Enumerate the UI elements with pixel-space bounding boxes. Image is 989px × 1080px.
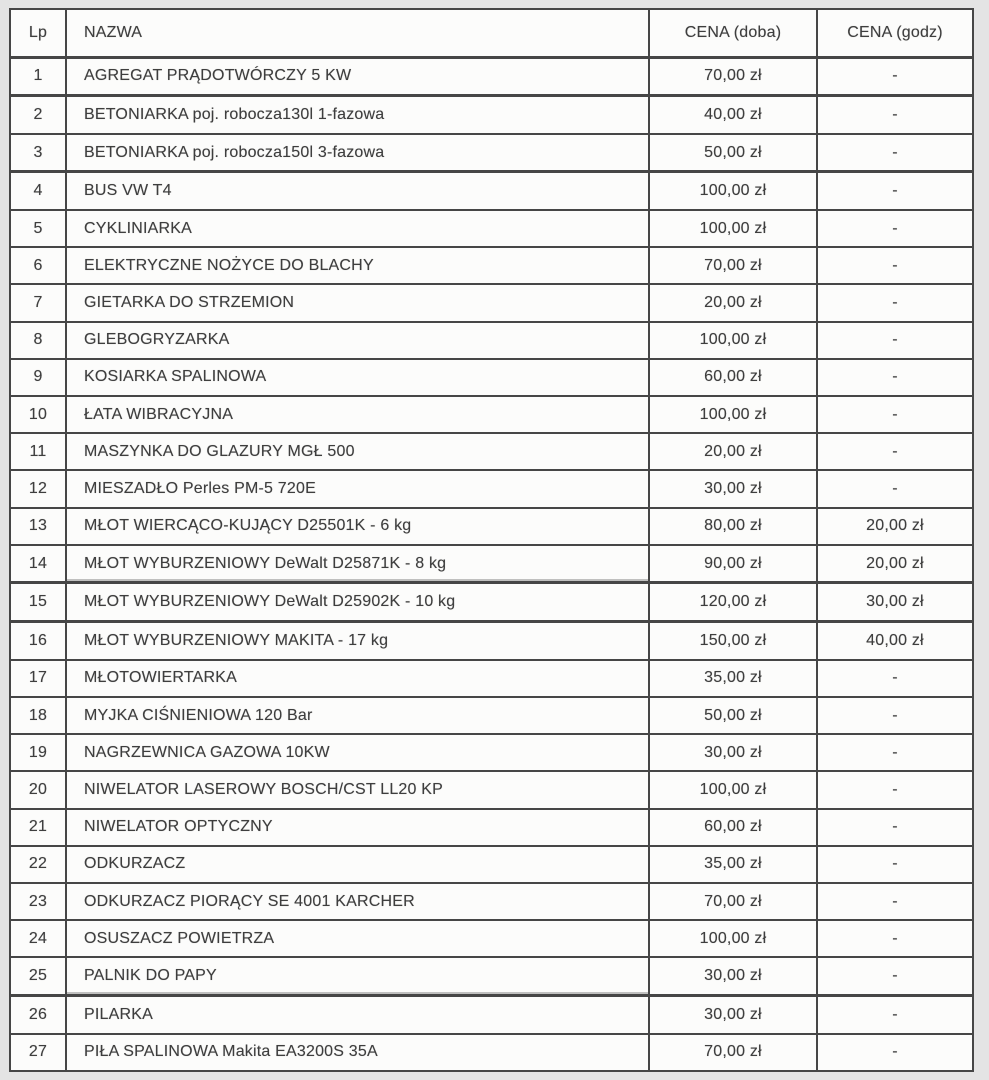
price-day-cell: 70,00 zł [649, 1034, 817, 1071]
price-hour-cell: 20,00 zł [817, 508, 973, 545]
table-row [10, 996, 973, 1034]
price-day-cell: 50,00 zł [649, 134, 817, 172]
price-hour-cell: 30,00 zł [817, 583, 973, 622]
row-number-cell: 22 [10, 846, 66, 883]
row-number-cell: 2 [10, 96, 66, 134]
item-name-cell: PIŁA SPALINOWA Makita EA3200S 35A [66, 1034, 649, 1071]
row-number-cell: 10 [10, 396, 66, 433]
row-number-cell: 16 [10, 622, 66, 660]
price-day-cell: 20,00 zł [649, 284, 817, 321]
price-hour-cell: - [817, 284, 973, 321]
price-hour-cell: - [817, 1034, 973, 1071]
price-day-cell: 120,00 zł [649, 583, 817, 622]
price-day-cell: 30,00 zł [649, 996, 817, 1034]
table-row [10, 396, 973, 433]
price-day-cell: 40,00 zł [649, 96, 817, 134]
price-hour-cell: - [817, 210, 973, 247]
row-number-cell: 20 [10, 771, 66, 808]
price-day-cell: 20,00 zł [649, 433, 817, 470]
price-hour-cell: - [817, 57, 973, 96]
price-hour-cell: - [817, 920, 973, 957]
table-row [10, 734, 973, 771]
header-row [10, 9, 973, 57]
price-day-cell: 70,00 zł [649, 883, 817, 920]
item-name-cell: AGREGAT PRĄDOTWÓRCZY 5 KW [66, 57, 649, 96]
table-row [10, 771, 973, 808]
table-row [10, 359, 973, 396]
table-row [10, 957, 973, 995]
row-number-cell: 5 [10, 210, 66, 247]
price-day-cell: 80,00 zł [649, 508, 817, 545]
table-row [10, 210, 973, 247]
column-header-price-hour: CENA (godz) [817, 9, 973, 57]
price-hour-cell: - [817, 322, 973, 359]
table-row [10, 433, 973, 470]
item-name-cell: MŁOT WYBURZENIOWY MAKITA - 17 kg [66, 622, 649, 660]
item-name-cell: NIWELATOR LASEROWY BOSCH/CST LL20 KP [66, 771, 649, 808]
price-day-cell: 150,00 zł [649, 622, 817, 660]
item-name-cell: ODKURZACZ PIORĄCY SE 4001 KARCHER [66, 883, 649, 920]
price-hour-cell: - [817, 771, 973, 808]
item-name-cell: MIESZADŁO Perles PM-5 720E [66, 470, 649, 507]
price-hour-cell: - [817, 809, 973, 846]
price-hour-cell: 40,00 zł [817, 622, 973, 660]
item-name-cell: ŁATA WIBRACYJNA [66, 396, 649, 433]
price-day-cell: 30,00 zł [649, 957, 817, 995]
rental-price-table [9, 8, 974, 1072]
price-day-cell: 100,00 zł [649, 920, 817, 957]
price-hour-cell: - [817, 134, 973, 172]
price-hour-cell: - [817, 172, 973, 210]
row-number-cell: 9 [10, 359, 66, 396]
item-name-cell: BETONIARKA poj. robocza130l 1-fazowa [66, 96, 649, 134]
row-number-cell: 1 [10, 57, 66, 96]
price-day-cell: 100,00 zł [649, 771, 817, 808]
item-name-cell: MŁOT WYBURZENIOWY DeWalt D25902K - 10 kg [66, 583, 649, 622]
row-number-cell: 18 [10, 697, 66, 734]
item-name-cell: MYJKA CIŚNIENIOWA 120 Bar [66, 697, 649, 734]
table-row [10, 508, 973, 545]
table-row [10, 172, 973, 210]
price-hour-cell: - [817, 247, 973, 284]
row-number-cell: 14 [10, 545, 66, 583]
table-header [10, 9, 973, 57]
row-number-cell: 7 [10, 284, 66, 321]
table-row [10, 622, 973, 660]
price-day-cell: 100,00 zł [649, 396, 817, 433]
column-header-name: NAZWA [66, 9, 649, 57]
price-hour-cell: - [817, 996, 973, 1034]
row-number-cell: 12 [10, 470, 66, 507]
item-name-cell: BUS VW T4 [66, 172, 649, 210]
table-row [10, 883, 973, 920]
price-day-cell: 30,00 zł [649, 470, 817, 507]
price-hour-cell: - [817, 846, 973, 883]
table-row [10, 545, 973, 583]
price-day-cell: 70,00 zł [649, 57, 817, 96]
table-row [10, 96, 973, 134]
row-number-cell: 27 [10, 1034, 66, 1071]
table-row [10, 134, 973, 172]
table-row [10, 284, 973, 321]
price-day-cell: 100,00 zł [649, 172, 817, 210]
price-hour-cell: - [817, 660, 973, 697]
row-number-cell: 6 [10, 247, 66, 284]
price-hour-cell: - [817, 734, 973, 771]
row-number-cell: 11 [10, 433, 66, 470]
price-hour-cell: - [817, 957, 973, 995]
row-number-cell: 13 [10, 508, 66, 545]
price-day-cell: 60,00 zł [649, 809, 817, 846]
table-row [10, 583, 973, 622]
price-day-cell: 90,00 zł [649, 545, 817, 583]
row-number-cell: 25 [10, 957, 66, 995]
price-day-cell: 50,00 zł [649, 697, 817, 734]
price-hour-cell: 20,00 zł [817, 545, 973, 583]
price-day-cell: 100,00 zł [649, 322, 817, 359]
table-row [10, 247, 973, 284]
item-name-cell: MŁOT WIERCĄCO-KUJĄCY D25501K - 6 kg [66, 508, 649, 545]
price-day-cell: 100,00 zł [649, 210, 817, 247]
item-name-cell: NAGRZEWNICA GAZOWA 10KW [66, 734, 649, 771]
row-number-cell: 21 [10, 809, 66, 846]
item-name-cell: PALNIK DO PAPY [66, 957, 649, 995]
row-number-cell: 24 [10, 920, 66, 957]
table-row [10, 660, 973, 697]
table-row [10, 57, 973, 96]
table-row [10, 846, 973, 883]
item-name-cell: MASZYNKA DO GLAZURY MGŁ 500 [66, 433, 649, 470]
row-number-cell: 26 [10, 996, 66, 1034]
item-name-cell: PILARKA [66, 996, 649, 1034]
item-name-cell: MŁOT WYBURZENIOWY DeWalt D25871K - 8 kg [66, 545, 649, 583]
table-row [10, 322, 973, 359]
column-header-lp: Lp [10, 9, 66, 57]
column-header-price-day: CENA (doba) [649, 9, 817, 57]
row-number-cell: 23 [10, 883, 66, 920]
row-number-cell: 15 [10, 583, 66, 622]
row-number-cell: 3 [10, 134, 66, 172]
price-hour-cell: - [817, 433, 973, 470]
item-name-cell: GLEBOGRYZARKA [66, 322, 649, 359]
table-row [10, 809, 973, 846]
row-number-cell: 8 [10, 322, 66, 359]
price-hour-cell: - [817, 883, 973, 920]
table-body [10, 57, 973, 1071]
item-name-cell: MŁOTOWIERTARKA [66, 660, 649, 697]
item-name-cell: OSUSZACZ POWIETRZA [66, 920, 649, 957]
row-number-cell: 17 [10, 660, 66, 697]
table-row [10, 920, 973, 957]
item-name-cell: NIWELATOR OPTYCZNY [66, 809, 649, 846]
item-name-cell: BETONIARKA poj. robocza150l 3-fazowa [66, 134, 649, 172]
price-hour-cell: - [817, 96, 973, 134]
price-hour-cell: - [817, 697, 973, 734]
item-name-cell: ODKURZACZ [66, 846, 649, 883]
table-row [10, 470, 973, 507]
price-hour-cell: - [817, 359, 973, 396]
price-hour-cell: - [817, 470, 973, 507]
item-name-cell: KOSIARKA SPALINOWA [66, 359, 649, 396]
price-day-cell: 60,00 zł [649, 359, 817, 396]
price-hour-cell: - [817, 396, 973, 433]
table-row [10, 697, 973, 734]
price-day-cell: 35,00 zł [649, 660, 817, 697]
item-name-cell: CYKLINIARKA [66, 210, 649, 247]
item-name-cell: GIETARKA DO STRZEMION [66, 284, 649, 321]
price-day-cell: 70,00 zł [649, 247, 817, 284]
table-row [10, 1034, 973, 1071]
row-number-cell: 4 [10, 172, 66, 210]
row-number-cell: 19 [10, 734, 66, 771]
price-day-cell: 35,00 zł [649, 846, 817, 883]
item-name-cell: ELEKTRYCZNE NOŻYCE DO BLACHY [66, 247, 649, 284]
price-day-cell: 30,00 zł [649, 734, 817, 771]
